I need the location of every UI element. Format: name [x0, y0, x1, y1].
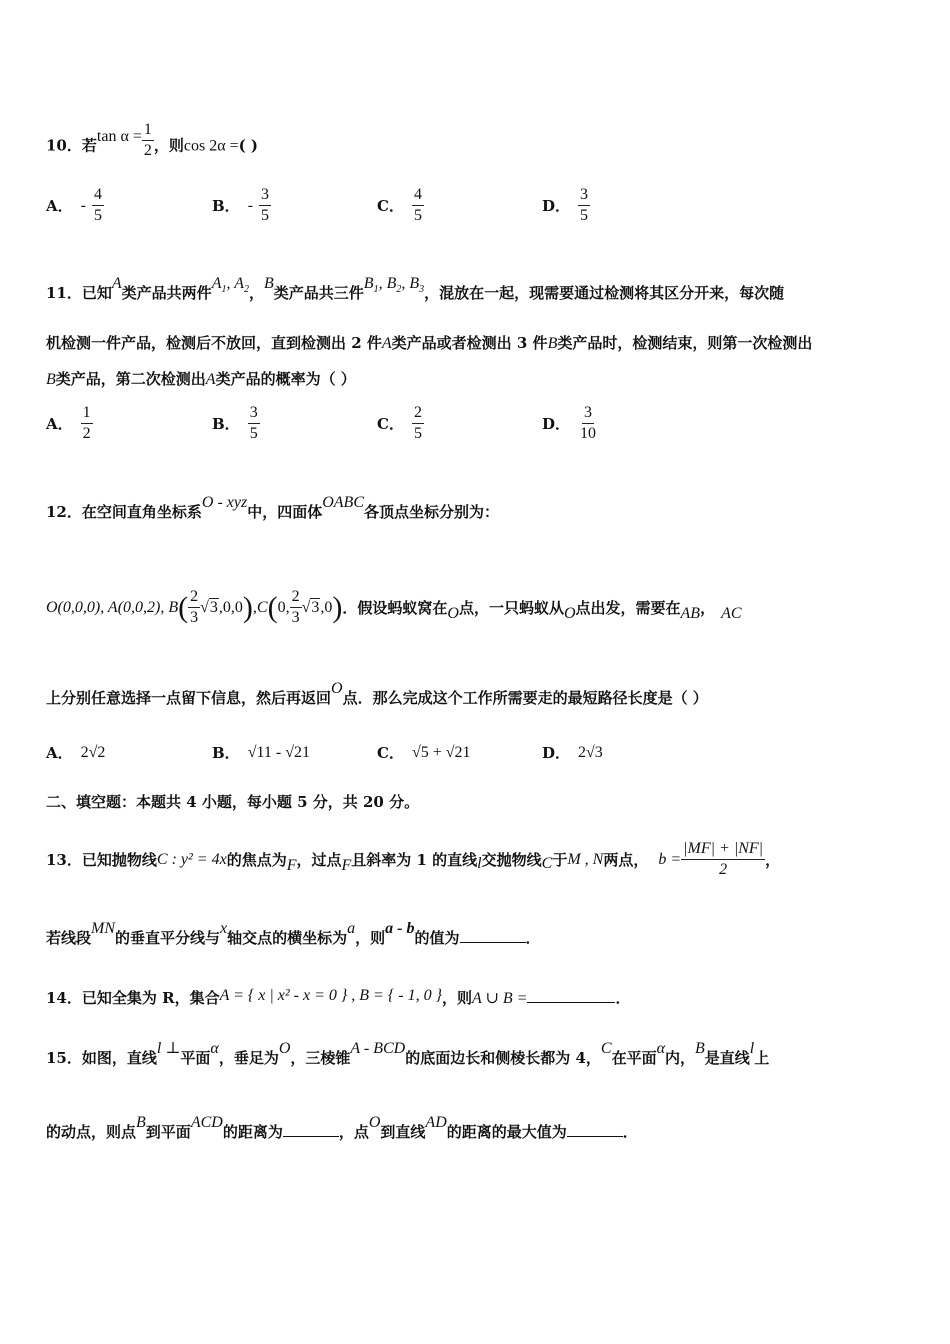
- frac-den: 2: [143, 142, 152, 159]
- frac-den: 5: [93, 207, 102, 224]
- q11-option-d[interactable]: [542, 404, 598, 443]
- q12-math-o: O: [331, 680, 343, 697]
- answer-blank[interactable]: [283, 1122, 339, 1137]
- q15-text: 平面: [180, 1049, 211, 1067]
- frac-den: 10: [580, 425, 597, 442]
- q15-text: 到直线: [380, 1123, 426, 1141]
- q13-line-1: [46, 840, 780, 879]
- q12-math-coordinates: O(0,0,0), A(0,0,2), B: [46, 598, 179, 616]
- math-var: A: [234, 275, 244, 292]
- q11-math-b: B: [263, 275, 274, 292]
- q13-text: 的焦点为: [226, 850, 287, 869]
- q10-text-1: 若: [81, 136, 97, 155]
- q12-text: 点，一只蚂蚁从: [458, 598, 564, 617]
- q12-text: 在空间直角坐标系: [81, 503, 202, 521]
- q15-text: 上: [754, 1049, 770, 1067]
- q12-math-root: √3,0: [301, 598, 333, 616]
- q15-math-o: O: [278, 1040, 291, 1057]
- q12-fraction: $\frac{2}{3}$: [291, 588, 300, 626]
- q15-text: 到平面: [145, 1123, 191, 1141]
- q15-text: ，点: [338, 1123, 369, 1141]
- math-var: A: [211, 275, 222, 292]
- option-label: A．: [46, 744, 73, 762]
- q10-text-2: ，则: [153, 136, 184, 155]
- frac-num: 4: [412, 186, 424, 206]
- q12-math-root: √3,0,0: [200, 598, 243, 616]
- frac-num: 1: [81, 404, 93, 424]
- q11-math-a: A: [381, 335, 392, 352]
- q15-text: 是直线: [704, 1049, 750, 1067]
- question-number: 11．: [46, 284, 82, 302]
- q15-math-ad: AD: [425, 1114, 447, 1131]
- q13-fraction: [681, 840, 765, 879]
- q11-text: 类产品，第二次检测出: [55, 370, 206, 388]
- option-label: B．: [212, 415, 240, 433]
- q15-line-1: [46, 1040, 770, 1069]
- answer-blank[interactable]: [460, 928, 526, 943]
- q11-text: 类产品时，检测结束，则第一次检测出: [557, 334, 813, 352]
- option-label: B．: [212, 744, 240, 762]
- frac-den: 5: [261, 207, 270, 224]
- option-sign: -: [247, 196, 254, 214]
- q12-text: 点．那么完成这个工作所需要走的最短路径长度是（ ）: [342, 689, 708, 707]
- option-fraction: [412, 186, 424, 225]
- option-label: D．: [542, 415, 571, 433]
- q15-line-2: [46, 1114, 638, 1143]
- option-label: C．: [377, 744, 404, 762]
- q11-text: 已知: [81, 284, 112, 302]
- q10-option-c[interactable]: [377, 186, 424, 225]
- q11-text: ，混放在一起，现需要通过检测将其区分开来，每次随: [424, 284, 785, 302]
- q15-text: 如图，直线: [81, 1049, 157, 1067]
- question-number: 10．: [46, 136, 82, 155]
- frac-num: 3: [259, 186, 271, 206]
- option-expression: 2√3: [578, 743, 603, 761]
- q11-line-3: [46, 369, 356, 390]
- paren-open: (: [267, 590, 278, 624]
- q15-math-b: B: [695, 1040, 705, 1057]
- q14-text: ．: [615, 989, 631, 1007]
- frac-den: 5: [249, 425, 258, 442]
- q10-option-d[interactable]: [542, 186, 590, 225]
- q13-math-x: x: [220, 920, 228, 937]
- q10-option-a[interactable]: [46, 186, 104, 225]
- option-label: B．: [212, 197, 240, 215]
- question-number: 14．: [46, 989, 82, 1007]
- q13-text: 交抛物线: [481, 850, 542, 869]
- q11-line-2: [46, 333, 812, 354]
- q15-text: ．: [622, 1123, 638, 1141]
- q14-text: ，则: [441, 989, 472, 1007]
- frac-den: 2: [82, 425, 91, 442]
- frac-num: 1: [142, 121, 154, 141]
- option-label: C．: [377, 197, 404, 215]
- q14-line: [46, 988, 630, 1009]
- option-label: D．: [542, 744, 571, 762]
- q11-math-b123: $B_1$, $B_2$, $B_3$: [363, 275, 425, 296]
- option-label: A．: [46, 197, 73, 215]
- frac-num: |MF| + |NF|: [681, 840, 765, 860]
- q11-math-b: B: [547, 335, 558, 352]
- q13-math-a-minus-b: a - b: [385, 920, 415, 937]
- q11-text: 类产品或者检测出 3 件: [391, 334, 548, 352]
- q12-text: 点出发，需要在: [575, 598, 681, 617]
- frac-num: 3: [248, 404, 260, 424]
- q12-fraction: $\frac{2}{3}$: [190, 588, 199, 626]
- q12-option-b[interactable]: [212, 742, 310, 763]
- option-fraction: [578, 186, 590, 225]
- q13-math-c: C: [541, 854, 553, 872]
- q13-text: 的值为: [414, 929, 460, 947]
- frac-num: 2: [412, 404, 424, 424]
- option-expression: 2√2: [80, 743, 106, 761]
- q12-math-o: O: [563, 604, 576, 622]
- q12-line-2: [46, 588, 742, 627]
- frac-num: 3: [582, 404, 594, 424]
- q15-math-alpha: α: [656, 1040, 665, 1057]
- q11-math-b: B: [46, 371, 56, 388]
- q15-text: 的底面边长和侧棱长都为 4，: [405, 1049, 601, 1067]
- paren-close: ): [332, 590, 343, 624]
- frac-num: 4: [92, 186, 104, 206]
- q10-stem: [46, 121, 259, 166]
- q12-text: 上分别任意选择一点留下信息，然后再返回: [46, 689, 332, 707]
- q13-math-b: b =: [658, 850, 682, 868]
- q13-text: 两点，: [603, 850, 649, 869]
- q11-line-1: [46, 275, 785, 310]
- option-fraction: [81, 404, 93, 443]
- q12-text: ，: [700, 598, 716, 617]
- answer-blank[interactable]: [527, 988, 615, 1003]
- q12-option-c[interactable]: [377, 742, 471, 763]
- option-fraction: [92, 186, 104, 225]
- q12-option-a[interactable]: [46, 742, 105, 763]
- option-fraction: [412, 404, 424, 443]
- q13-text: 且斜率为 1 的直线: [351, 850, 478, 869]
- q11-math-a: A: [205, 371, 216, 388]
- q12-option-d[interactable]: [542, 742, 603, 763]
- q15-math-acd: ACD: [190, 1114, 223, 1131]
- q13-line-2: [46, 920, 541, 949]
- q15-math-l: l: [749, 1040, 755, 1057]
- option-fraction: [248, 404, 260, 443]
- question-number: 12．: [46, 503, 82, 521]
- q13-math-mn: M , N: [567, 850, 604, 868]
- q14-math-union: A ∪ B =: [472, 990, 528, 1007]
- q11-text: ，: [248, 284, 264, 302]
- q13-text: ，过点: [296, 850, 342, 869]
- q15-text: 在平面: [611, 1049, 657, 1067]
- frac-num: 3: [578, 186, 590, 206]
- q15-math-o: O: [368, 1114, 381, 1131]
- option-sign: -: [80, 196, 86, 214]
- q10-fraction: [142, 121, 154, 160]
- answer-blank[interactable]: [567, 1122, 623, 1137]
- q12-math-zero: 0,: [277, 598, 290, 616]
- q13-math-f: F: [286, 856, 297, 874]
- option-fraction: [259, 186, 271, 225]
- q13-text: 轴交点的横坐标为: [227, 929, 348, 947]
- q13-text: 已知抛物线: [81, 850, 157, 869]
- q11-text: 机检测一件产品，检测后不放回，直到检测出 2 件: [46, 334, 382, 352]
- q10-math-cos: cos 2α =: [183, 137, 239, 155]
- q15-math-perp: l ⊥: [156, 1040, 181, 1057]
- paren-open: (: [178, 590, 189, 624]
- q13-text: 于: [552, 850, 568, 869]
- q12-math-coord-system: O - xyz: [201, 494, 248, 511]
- q13-math-a: a: [347, 920, 356, 937]
- q12-text: ．假设蚂蚁窝在: [342, 598, 448, 617]
- q11-text: 类产品共三件: [273, 284, 364, 302]
- q10-paren: ( ): [238, 136, 259, 155]
- q13-text: 的垂直平分线与: [115, 929, 221, 947]
- q13-math-curve: C : y² = 4x: [156, 850, 227, 868]
- q11-option-c[interactable]: [377, 404, 424, 443]
- option-expression: √5 + √21: [411, 743, 471, 761]
- option-fraction: [578, 404, 598, 443]
- q15-text: ，垂足为: [218, 1049, 279, 1067]
- math-var: B: [363, 275, 374, 292]
- frac-den: 5: [413, 425, 422, 442]
- option-label: D．: [542, 197, 571, 215]
- q11-option-b[interactable]: [212, 404, 260, 443]
- q11-math-a: A: [111, 275, 122, 292]
- question-number: 13．: [46, 850, 82, 869]
- q13-math-mn: MN: [91, 920, 116, 937]
- option-label: A．: [46, 415, 73, 433]
- q12-math-c: ,C: [252, 598, 268, 616]
- q12-text: 中，四面体: [247, 503, 323, 521]
- q10-math-tan: tan α =: [96, 127, 142, 145]
- q13-text: ，: [765, 850, 781, 869]
- q15-text: 的距离为: [222, 1123, 283, 1141]
- q15-text: 内，: [664, 1049, 695, 1067]
- q12-math-tetrahedron: OABC: [322, 494, 364, 511]
- q13-math-l: l: [477, 854, 482, 872]
- q11-option-a[interactable]: [46, 404, 93, 443]
- q13-text: ．: [525, 929, 541, 947]
- math-var: B: [386, 275, 397, 292]
- q11-text: 类产品共两件: [121, 284, 212, 302]
- frac-den: 5: [580, 207, 589, 224]
- q13-text: ，则: [355, 929, 386, 947]
- q15-math-b: B: [136, 1114, 146, 1131]
- frac-den: 5: [413, 207, 422, 224]
- q13-text: 若线段: [46, 929, 92, 947]
- q12-line-3: [46, 680, 708, 709]
- q15-math-pyramid: A - BCD: [350, 1040, 406, 1057]
- q15-math-c: C: [600, 1040, 612, 1057]
- q13-math-f: F: [341, 856, 352, 874]
- q11-text: 类产品的概率为（ ）: [215, 370, 356, 388]
- option-expression: √11 - √21: [247, 743, 310, 761]
- paren-close: ): [242, 590, 253, 624]
- q10-option-b[interactable]: [212, 186, 271, 225]
- q15-text: 的距离的最大值为: [446, 1123, 567, 1141]
- q14-math-sets: A = { x | x² - x = 0 } , B = { - 1, 0 }: [219, 987, 442, 1004]
- q14-text: 已知全集为 R，集合: [81, 989, 220, 1007]
- frac-den: 2: [719, 861, 728, 878]
- q15-math-alpha: α: [210, 1040, 219, 1057]
- q12-math-ac: AC: [721, 604, 742, 622]
- q11-math-a12: $A_1$, $A_2$: [211, 275, 249, 296]
- option-label: C．: [377, 415, 404, 433]
- q15-text: 的动点，则点: [46, 1123, 137, 1141]
- q12-math-o: O: [447, 604, 459, 622]
- q15-text: ，三棱锥: [290, 1049, 351, 1067]
- q12-text: 各顶点坐标分别为：: [364, 503, 500, 521]
- section-heading: 二、填空题：本题共 4 小题，每小题 5 分，共 20 分。: [46, 793, 420, 811]
- q12-math-ab: AB: [680, 604, 701, 622]
- question-number: 15．: [46, 1049, 82, 1067]
- q12-line-1: [46, 494, 500, 523]
- math-var: B: [409, 275, 420, 292]
